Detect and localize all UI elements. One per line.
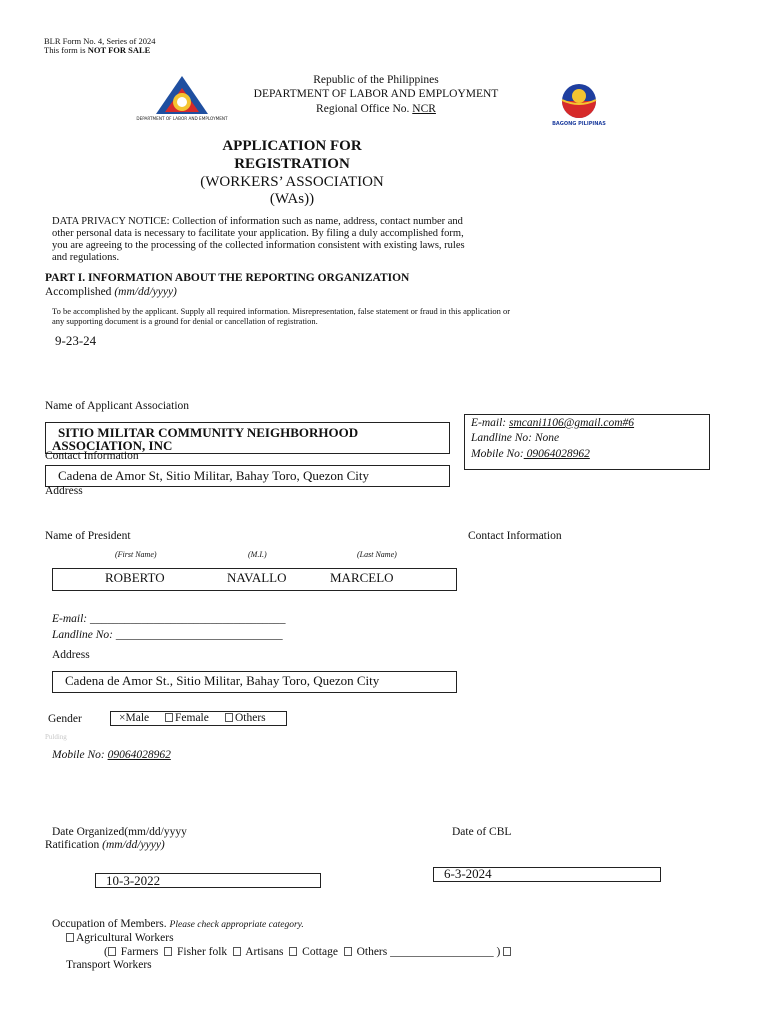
transport-workers-checkbox[interactable] <box>503 947 511 956</box>
gender-male-option[interactable]: ×Male <box>119 712 150 724</box>
faint-note: Pulding <box>45 733 67 741</box>
president-last-name: MARCELO <box>330 570 394 585</box>
association-mobile[interactable]: Mobile No: 09064028962 <box>471 448 590 460</box>
dole-logo <box>136 74 228 126</box>
farmers-checkbox[interactable] <box>108 947 116 956</box>
president-mobile[interactable]: Mobile No: 09064028962 <box>52 749 171 761</box>
gender-others-option[interactable]: Others <box>225 712 266 724</box>
not-for-sale-notice: This form is NOT FOR SALE <box>44 45 151 55</box>
privacy-line-3: you are agreeing to the processing of the collected information consistent with existing laws, rules <box>52 240 465 251</box>
artisans-checkbox[interactable] <box>233 947 241 956</box>
association-contact-label: Contact Information <box>45 450 139 462</box>
association-name-line-1: SITIO MILITAR COMMUNITY NEIGHBORHOOD <box>58 425 359 440</box>
president-label: Name of President <box>45 530 131 542</box>
cottage-checkbox[interactable] <box>289 947 297 956</box>
mi-header: (M.I.) <box>248 550 267 559</box>
date-organized-value: 10-3-2022 <box>106 873 161 888</box>
association-address-field[interactable] <box>45 465 450 487</box>
dole-logo-text: DEPARTMENT OF LABOR AND EMPLOYMENT <box>136 116 228 121</box>
date-cbl-value: 6-3-2024 <box>444 866 492 881</box>
agricultural-checkbox <box>66 933 74 942</box>
gender-male-check: × <box>119 712 126 724</box>
last-name-header: (Last Name) <box>357 550 397 559</box>
gender-female-option[interactable]: Female <box>165 712 209 724</box>
first-name-header: (First Name) <box>115 550 157 559</box>
president-landline[interactable]: Landline No: _____________________________ <box>52 629 283 641</box>
ratification-label: Ratification (mm/dd/yyyy) <box>45 839 165 851</box>
others-checkbox[interactable] <box>344 947 352 956</box>
bagong-pilipinas-logo <box>548 78 610 130</box>
instructions-line-2: any supporting document is a ground for denial or cancellation of registration. <box>52 316 318 326</box>
title-line-2: REGISTRATION <box>234 156 350 172</box>
privacy-line-4: and regulations. <box>52 252 120 263</box>
form-number: BLR Form No. 4, Series of 2024 <box>44 36 156 46</box>
president-email[interactable]: E-mail: __________________________________ <box>52 613 286 625</box>
date-organized-field[interactable] <box>95 873 321 888</box>
agricultural-subcategories: ( Farmers Fisher folk Artisans Cottage Others __________________ ) <box>104 946 513 958</box>
part1-heading: PART I. INFORMATION ABOUT THE REPORTING ORGANIZATION <box>45 272 410 284</box>
title-line-1: APPLICATION FOR <box>222 138 362 154</box>
association-address-value: Cadena de Amor St, Sitio Militar, Bahay Toro, Quezon City <box>58 468 370 483</box>
regional-office-value: NCR <box>412 103 436 115</box>
transport-workers-label: Transport Workers <box>66 959 152 971</box>
instructions-line-1: To be accomplished by the applicant. Supply all required information. Misrepresentation, false statement or fraud in this application or <box>52 306 511 316</box>
association-name-label: Name of Applicant Association <box>45 400 190 412</box>
privacy-line-2: other personal data is necessary to facilitate your application. By filing a duly accomplished form, <box>52 228 464 239</box>
privacy-line-1: DATA PRIVACY NOTICE: Collection of information such as name, address, contact number and <box>52 216 463 227</box>
association-name-line-2: ASSOCIATION, INC <box>52 438 173 453</box>
fisher-folk-checkbox[interactable] <box>164 947 172 956</box>
title-line-3: (WORKERS’ ASSOCIATION <box>200 174 384 190</box>
association-email[interactable]: E-mail: smcani1106@gmail.com#6 <box>471 417 635 429</box>
title-line-4: (WAs)) <box>269 191 315 207</box>
president-address-label: Address <box>52 649 90 661</box>
regional-office: Regional Office No. NCR <box>316 103 436 115</box>
bagong-pilipinas-text: BAGONG PILIPINAS <box>552 121 606 127</box>
association-contact-box <box>464 414 710 470</box>
gender-options <box>110 711 287 726</box>
gender-others-checkbox <box>225 713 233 722</box>
date-organized-label: Date Organized(mm/dd/yyyy <box>52 826 187 838</box>
gender-female-checkbox <box>165 713 173 722</box>
association-address-label: Address <box>45 485 83 497</box>
date-cbl-field[interactable] <box>433 867 661 882</box>
accomplished-date-value[interactable]: 9-23-24 <box>55 333 97 348</box>
president-first-name: ROBERTO <box>105 570 165 585</box>
association-landline[interactable]: Landline No: None <box>471 432 560 444</box>
accomplished-label: Accomplished (mm/dd/yyyy) <box>45 286 177 298</box>
department-line: DEPARTMENT OF LABOR AND EMPLOYMENT <box>253 88 499 100</box>
president-contact-label: Contact Information <box>468 530 562 542</box>
date-cbl-label: Date of CBL <box>452 826 512 838</box>
president-address-value: Cadena de Amor St., Sitio Militar, Bahay Toro, Quezon City <box>65 673 380 688</box>
president-address-field[interactable] <box>52 671 457 693</box>
agricultural-workers-option[interactable]: Agricultural Workers <box>66 932 174 944</box>
president-name-field[interactable] <box>52 568 457 591</box>
occupation-label: Occupation of Members. Please check appropriate category. <box>52 918 304 930</box>
president-mi: NAVALLO <box>227 570 287 585</box>
republic-line: Republic of the Philippines <box>313 74 439 86</box>
gender-label: Gender <box>48 713 82 725</box>
